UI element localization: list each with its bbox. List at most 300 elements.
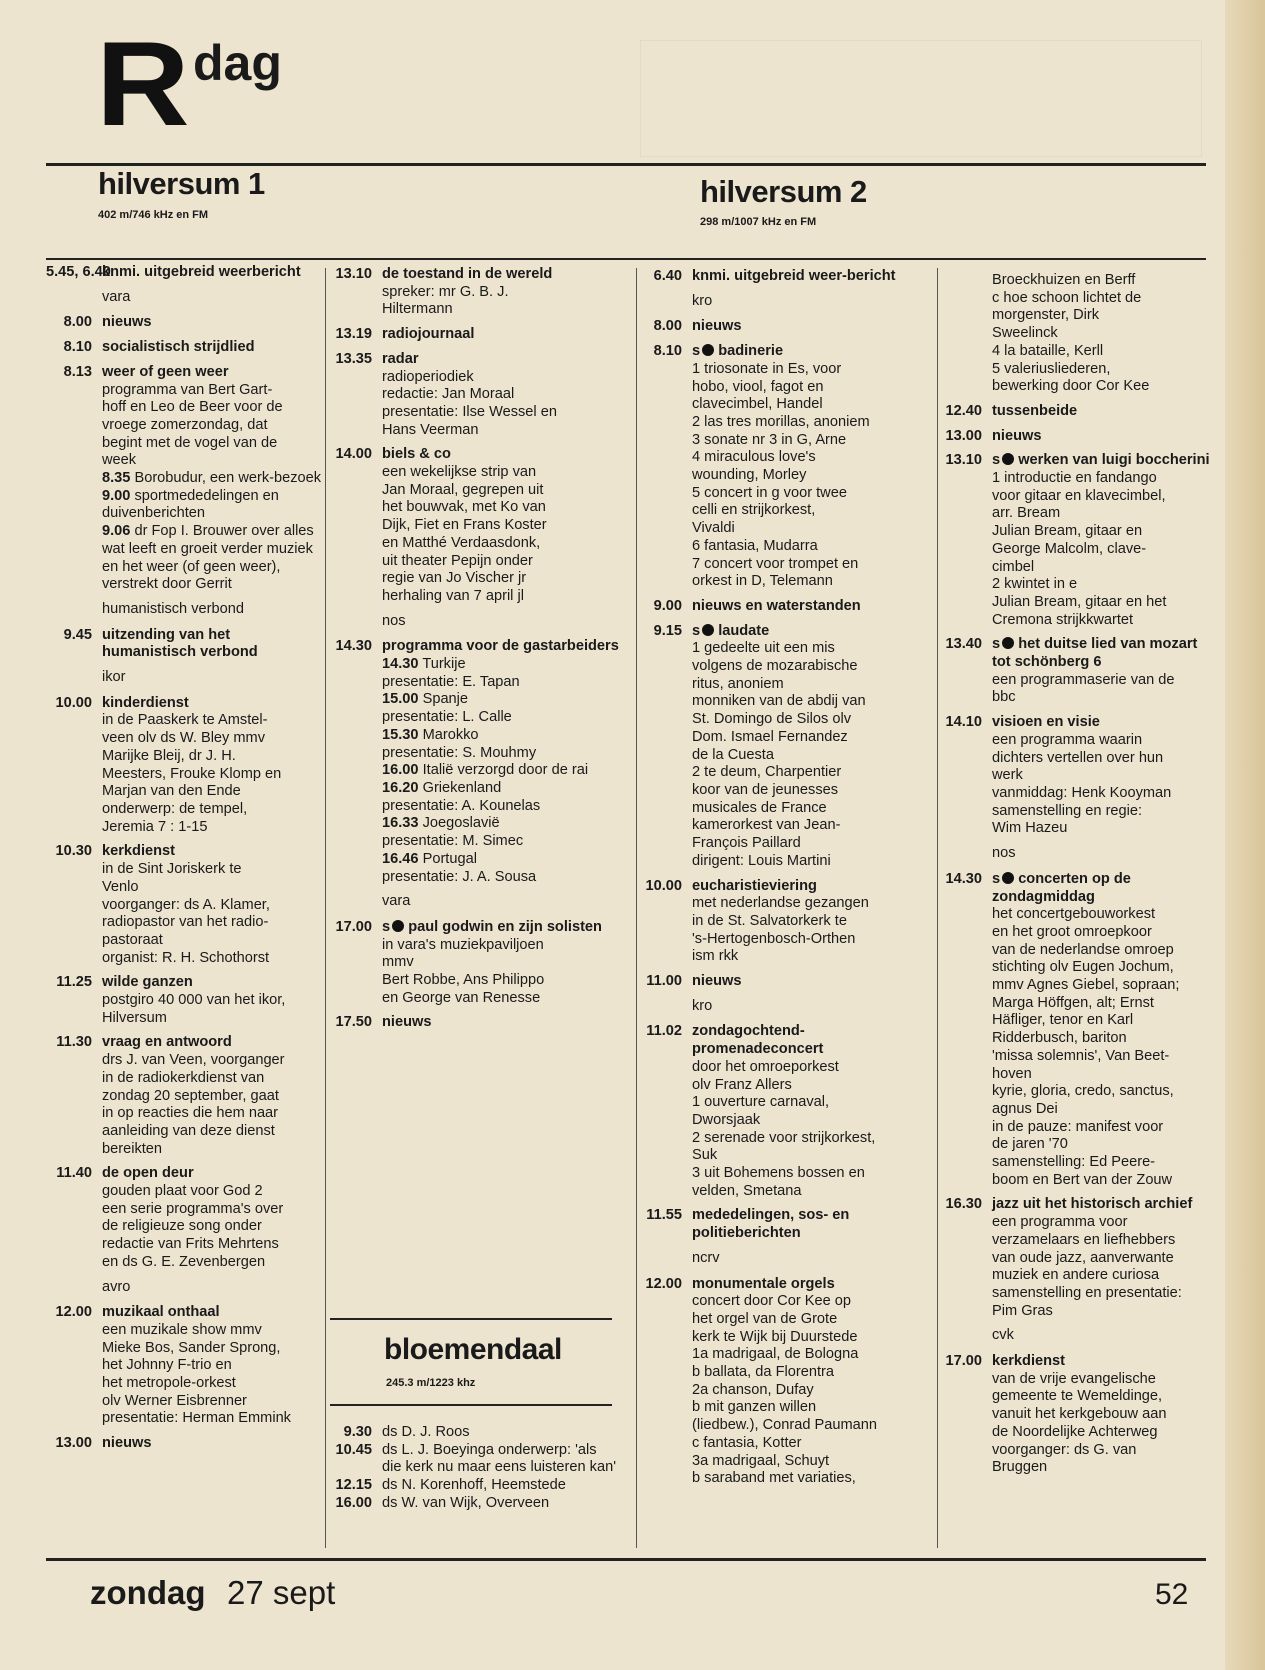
program-detail-line: 7 concert voor trompet en [692, 555, 859, 572]
program-body [682, 973, 926, 991]
sub-item [382, 780, 620, 798]
program-detail-line: olv Franz Allers [692, 1076, 792, 1093]
sub-item-text: Turkije [422, 656, 466, 673]
program-detail-line: 4 miraculous love's [692, 449, 816, 466]
program-body [92, 364, 322, 594]
program-title-text: jazz uit het historisch archief [992, 1196, 1193, 1213]
station-freq-hilversum-1: 402 m/746 kHz en FM [98, 209, 209, 221]
program-title-text: kerkdienst [992, 1353, 1066, 1370]
program-detail-line: b saraband met variaties, [692, 1470, 856, 1487]
stereo-icon: s [992, 452, 1018, 468]
sub-item [382, 674, 620, 692]
program-detail-line: hoff en Leo de Beer voor de [102, 399, 283, 416]
program-time: 13.10 [335, 266, 372, 282]
program-body [92, 974, 322, 1027]
program-detail-line: Hilversum [102, 1009, 167, 1026]
sub-item-text: Portugal [422, 850, 477, 867]
program-detail-line: Julian Bream, gitaar en het [992, 593, 1167, 610]
program-title-text: nieuws [692, 973, 742, 990]
program-detail-line: in de pauze: manifest voor [992, 1118, 1164, 1135]
column-hilversum-2-a [640, 268, 926, 1495]
program-detail-line: in de Paaskerk te Amstel- [102, 712, 268, 729]
program-detail-line: 2 serenade voor strijkorkest, [692, 1129, 876, 1146]
program-body [92, 339, 322, 357]
sub-item-text: Italië verzorgd door de rai [422, 762, 589, 779]
program-detail-line: en het groot omroepkoor [992, 923, 1152, 940]
program-title [382, 1014, 620, 1032]
program-entry [640, 1276, 926, 1488]
program-body [372, 1014, 620, 1032]
program-detail-line: Marjan van den Ende [102, 783, 241, 800]
program-entry [46, 314, 322, 332]
program-detail-line: Pim Gras [992, 1302, 1053, 1319]
footer-date: 27 sept [227, 1574, 336, 1611]
program-detail-line: herhaling van 7 april jl [382, 587, 524, 604]
program-detail-line: in op reacties die hem naar [102, 1105, 279, 1122]
program-detail: ds W. van Wijk, Overveen [382, 1494, 550, 1511]
sub-item-text: Joegoslavië [422, 815, 500, 832]
station-freq-hilversum-2: 298 m/1007 kHz en FM [700, 216, 817, 228]
program-time: 10.00 [645, 877, 682, 894]
program-title-text: programma voor de gastarbeiders [382, 638, 619, 655]
program-detail-line: Jeremia 7 : 1-15 [102, 818, 208, 835]
sub-item [102, 470, 322, 488]
program-title [692, 1023, 926, 1058]
program-time: 10.45 [335, 1441, 372, 1458]
station-title-bloemendaal: bloemendaal [384, 1333, 562, 1366]
program-detail-line: Ridderbusch, bariton [992, 1030, 1127, 1047]
program-detail-line: een wekelijkse strip van [382, 464, 537, 481]
program-detail-line: van de nederlandse omroep [992, 941, 1174, 958]
program-detail: ds L. J. Boeyinga onderwerp: 'als die kerk nu maar eens luisteren kan' [382, 1441, 616, 1476]
program-body [372, 919, 620, 1008]
program-detail-line: de religieuze song onder [102, 1218, 262, 1235]
program-body [982, 1353, 1210, 1477]
program-detail-line: een programma voor [992, 1214, 1128, 1231]
bloemendaal-rule [330, 1404, 612, 1406]
program-detail-line: Bert Robbe, Ans Philippo [382, 972, 545, 989]
program-time: 17.00 [335, 918, 372, 935]
sub-item-text: dr Fop I. Brouwer over alles wat leeft en groeit verder muziek en het weer (of geen weer), verstrekt door Gerrit [102, 523, 314, 593]
program-title [382, 446, 620, 464]
program-detail-line: dirigent: Louis Martini [692, 852, 831, 869]
program-time: 8.10 [63, 339, 92, 356]
program-title [102, 695, 322, 713]
program-time: 13.40 [945, 636, 982, 653]
logo-letter: R [96, 17, 186, 151]
program-detail-line: 1 introductie en fandango [992, 470, 1157, 487]
program-detail-line: de jaren '70 [992, 1136, 1068, 1153]
program-detail-line: 2 kwintet in e [992, 576, 1078, 593]
program-title [992, 1353, 1210, 1371]
program-detail-line: Wim Hazeu [992, 820, 1068, 837]
program-time: 13.00 [945, 427, 982, 444]
broadcaster-label: vara [382, 893, 411, 910]
program-title-text: monumentale orgels [692, 1275, 835, 1292]
program-detail-line: Marijke Bleij, dr J. H. [102, 747, 236, 764]
program-entry [640, 598, 926, 616]
program-detail-line: 's-Hertogenbosch-Orthen [692, 930, 856, 947]
program-detail-line: redactie: Jan Moraal [382, 386, 515, 403]
program-title-text: visioen en visie [992, 714, 1100, 731]
program-time: 10.00 [55, 694, 92, 711]
page-edge [1225, 0, 1265, 1670]
program-detail-line: vanmiddag: Henk Kooyman [992, 784, 1172, 801]
sub-item-text: presentatie: S. Mouhmy [382, 744, 537, 761]
bloemendaal-rule [330, 1318, 612, 1320]
sub-item [102, 488, 322, 523]
broadcaster-label: kro [692, 997, 713, 1014]
program-detail-line: onderwerp: de tempel, [102, 800, 248, 817]
stereo-icon: s [692, 343, 718, 359]
program-detail-line: Suk [692, 1147, 718, 1164]
program-entry [640, 973, 926, 991]
program-detail-line: in de Sint Joriskerk te [102, 861, 242, 878]
program-time: 12.15 [335, 1477, 372, 1494]
program-title-text: paul godwin en zijn solisten [408, 918, 602, 935]
program-detail-line: redactie van Frits Mehrtens [102, 1236, 279, 1253]
program-detail-line: c hoe schoon lichtet de [992, 289, 1142, 306]
program-time: 11.00 [646, 973, 682, 990]
station-freq-bloemendaal: 245.3 m/1223 khz [386, 1377, 476, 1389]
broadcaster-label: nos [992, 845, 1016, 862]
column-bloemendaal [330, 1424, 620, 1513]
broadcaster-label: nos [382, 612, 406, 629]
program-entry [940, 871, 1210, 1190]
program-title [102, 364, 322, 382]
program-detail-line: Meesters, Frouke Klomp en [102, 765, 282, 782]
program-title [382, 919, 620, 937]
program-title [992, 1196, 1210, 1214]
program-title-text: kerkdienst [102, 843, 176, 860]
program-title [102, 314, 322, 332]
column-hilversum-2-b [940, 272, 1210, 1484]
program-time: 16.00 [335, 1494, 372, 1511]
program-title [992, 452, 1210, 470]
program-title [102, 974, 322, 992]
program-body [92, 1304, 322, 1428]
program-detail-line: arr. Bream [992, 505, 1061, 522]
program-title-text: knmi. uitgebreid weerbericht [102, 264, 301, 280]
program-entry [940, 1353, 1210, 1477]
program-body [92, 1165, 322, 1271]
program-body [372, 638, 620, 886]
bloemendaal-entry [330, 1477, 620, 1495]
program-detail-line: 1 gedeelte uit een mis [692, 640, 835, 657]
program-title-text: nieuws [692, 318, 742, 335]
program-time: 10.30 [55, 843, 92, 860]
program-detail-line: van de vrije evangelische [992, 1370, 1156, 1387]
program-time: 6.40 [653, 268, 682, 284]
sub-item-time: 15.30 [382, 726, 419, 743]
program-detail-line: cimbel [992, 558, 1035, 575]
program-detail-line: Vivaldi [692, 520, 735, 537]
program-detail-line: uit theater Pepijn onder [382, 552, 533, 569]
program-title [692, 878, 926, 896]
program-detail-line: een programma waarin [992, 731, 1143, 748]
program-detail-line: b ballata, da Florentra [692, 1364, 834, 1381]
program-detail-line: postgiro 40 000 van het ikor, [102, 992, 286, 1009]
program-detail-line: monniken van de abdij van [692, 693, 866, 710]
program-detail-line: Bruggen [992, 1459, 1048, 1476]
program-time [940, 272, 982, 396]
program-title [692, 1276, 926, 1294]
program-title [102, 264, 322, 282]
sub-item [382, 745, 620, 763]
program-title-text: het duitse lied van mozart tot schönberg 6 [992, 636, 1198, 671]
sub-item [382, 691, 620, 709]
column-divider [636, 268, 637, 1548]
program-detail-line: Cremona strijkkwartet [992, 611, 1134, 628]
program-entry [46, 695, 322, 837]
program-title [382, 638, 620, 656]
program-body [682, 1023, 926, 1200]
program-detail-line: het bouwvak, met Ko van [382, 499, 546, 516]
program-title-text: biels & co [382, 446, 451, 463]
program-detail-line: musicales de France [692, 799, 827, 816]
program-entry [46, 1034, 322, 1158]
program-title [102, 1034, 322, 1052]
program-detail-line: 5 concert in g voor twee [692, 484, 847, 501]
program-detail-line: dichters vertellen over hun [992, 749, 1164, 766]
program-body [372, 446, 620, 605]
program-detail-line: velden, Smetana [692, 1182, 802, 1199]
program-time: 12.00 [55, 1304, 92, 1321]
program-title-text: nieuws [382, 1014, 432, 1031]
program-title [382, 351, 620, 369]
sub-item [382, 869, 620, 887]
program-detail-line: 1a madrigaal, de Bologna [692, 1346, 859, 1363]
program-detail-line: bereikten [102, 1140, 163, 1157]
program-detail-line: 2 las tres morillas, anoniem [692, 413, 870, 430]
program-body [682, 268, 926, 286]
program-title [692, 973, 926, 991]
program-detail-line: spreker: mr G. B. J. [382, 283, 509, 300]
program-detail-line: samenstelling en presentatie: [992, 1284, 1182, 1301]
program-detail-line: het metropole-orkest [102, 1375, 236, 1392]
program-title [692, 318, 926, 336]
program-detail-line: wounding, Morley [692, 467, 807, 484]
program-detail-line: veen olv ds W. Bley mmv [102, 730, 266, 747]
program-detail-line: in vara's muziekpaviljoen [382, 936, 544, 953]
program-entry [940, 636, 1210, 707]
page-number: 52 [1155, 1578, 1189, 1611]
broadcaster-label: ncrv [692, 1249, 720, 1266]
program-time: 9.30 [343, 1424, 372, 1440]
program-body [372, 326, 620, 344]
program-detail-line: samenstelling en regie: [992, 802, 1143, 819]
sub-item-time: 16.46 [382, 850, 419, 867]
sub-item-time: 14.30 [382, 656, 419, 673]
program-body [982, 272, 1210, 396]
program-time: 11.55 [646, 1207, 682, 1224]
program-time: 14.30 [335, 638, 372, 655]
program-time: 12.40 [945, 402, 982, 419]
program-detail-line: de la Cuesta [692, 746, 774, 763]
sub-item [382, 833, 620, 851]
program-entry [330, 1014, 620, 1032]
program-entry [330, 446, 620, 605]
program-title [992, 871, 1210, 906]
sub-item-time: 16.00 [382, 762, 419, 779]
program-detail-line: kyrie, gloria, credo, sanctus, [992, 1083, 1174, 1100]
program-detail-line: voorganger: ds G. van [992, 1441, 1137, 1458]
program-entry [940, 403, 1210, 421]
program-time: 17.00 [945, 1353, 982, 1370]
program-title [692, 1207, 926, 1242]
program-detail-line: Dijk, Fiet en Frans Koster [382, 517, 547, 534]
program-detail-line: c fantasia, Kotter [692, 1434, 802, 1451]
program-detail-line: de Noordelijke Achterweg [992, 1423, 1158, 1440]
program-title-text: nieuws en waterstanden [692, 597, 861, 614]
broadcaster-label: cvk [992, 1327, 1014, 1344]
program-entry [46, 339, 322, 357]
program-detail-line: Jan Moraal, gegrepen uit [382, 481, 544, 498]
program-title-text: uitzending van het humanistisch verbond [102, 626, 258, 661]
program-title [382, 266, 620, 284]
program-detail-line: George Malcolm, clave- [992, 540, 1147, 557]
program-body [92, 1034, 322, 1158]
program-detail-line: vroege zomerzondag, dat [102, 416, 268, 433]
program-detail-line: St. Domingo de Silos olv [692, 711, 851, 728]
program-detail-line: 1 triosonate in Es, voor [692, 360, 842, 377]
program-entry [46, 1304, 322, 1428]
station-title-hilversum-1: hilversum 1 [98, 166, 265, 201]
program-detail-line: 2 te deum, Charpentier [692, 764, 842, 781]
program-time: 9.45 [63, 626, 92, 643]
program-detail-line: Sweelinck [992, 325, 1058, 342]
program-detail-line: een serie programma's over [102, 1200, 284, 1217]
program-title-text: zondagochtend-promenadeconcert [692, 1023, 824, 1058]
program-detail-line: hoven [992, 1065, 1032, 1082]
sub-item [382, 815, 620, 833]
program-title [102, 1165, 322, 1183]
program-detail-line: aanleiding van deze dienst [102, 1122, 275, 1139]
sub-item-time: 16.20 [382, 779, 419, 796]
program-time: 8.00 [63, 314, 92, 331]
program-detail-line: muziek en andere curiosa [992, 1267, 1160, 1284]
program-detail-line: in de radiokerkdienst van [102, 1069, 265, 1086]
program-entry [640, 623, 926, 871]
program-detail: ds N. Korenhoff, Heemstede [382, 1477, 566, 1494]
program-detail-line: Venlo [102, 878, 139, 895]
program-title-text: badinerie [718, 343, 784, 360]
program-detail-line: het orgel van de Grote [692, 1310, 838, 1327]
program-detail-line: mmv Agnes Giebel, sopraan; [992, 977, 1180, 994]
program-detail-line: presentatie: Herman Emmink [102, 1410, 291, 1427]
program-body [982, 452, 1210, 629]
program-entry [640, 1023, 926, 1200]
program-detail-line: Broeckhuizen en Berff [992, 272, 1136, 288]
program-detail-line: regie van Jo Vischer jr [382, 570, 527, 587]
program-detail-line: zondag 20 september, gaat [102, 1087, 279, 1104]
program-detail-line: begint met de vogel van de [102, 434, 278, 451]
program-title [692, 268, 926, 286]
program-title-text: muzikaal onthaal [102, 1304, 220, 1321]
program-detail-line: Julian Bream, gitaar en [992, 523, 1143, 540]
program-detail-line: volgens de mozarabische [692, 658, 858, 675]
program-body [682, 343, 926, 591]
program-detail-line: 4 la bataille, Kerll [992, 342, 1104, 359]
program-detail-line: boom en Bert van der Zouw [992, 1171, 1173, 1188]
program-entry [330, 351, 620, 440]
program-title-text: werken van luigi boccherini [1018, 452, 1210, 469]
sub-item-text: presentatie: A. Kounelas [382, 797, 541, 814]
program-entry [330, 638, 620, 886]
program-title [102, 627, 322, 662]
program-time: 13.35 [335, 350, 372, 367]
program-title-text: mededelingen, sos- en politieberichten [692, 1207, 850, 1242]
program-body [682, 1207, 926, 1242]
program-title [102, 339, 322, 357]
program-entry [46, 974, 322, 1027]
program-detail-line: Mieke Bos, Sander Sprong, [102, 1339, 281, 1356]
program-title [102, 843, 322, 861]
program-detail-line: een muzikale show mmv [102, 1321, 262, 1338]
program-detail-line: Dom. Ismael Fernandez [692, 728, 848, 745]
program-body [682, 1276, 926, 1488]
sub-item [382, 798, 620, 816]
program-detail-line: agnus Dei [992, 1100, 1058, 1117]
sub-item [382, 727, 620, 745]
program-detail-line: olv Werner Eisbrenner [102, 1392, 247, 1409]
program-detail-line: 3 sonate nr 3 in G, Arne [692, 431, 847, 448]
sub-item-time: 15.00 [382, 691, 419, 708]
program-title [382, 326, 620, 344]
column-hilversum-1-b [330, 266, 620, 1039]
program-detail-line: drs J. van Veen, voorganger [102, 1052, 285, 1069]
program-time: 5.45, 6.40 [46, 264, 111, 280]
bleed-through-area [640, 40, 1202, 157]
program-entry [330, 919, 620, 1008]
program-title-text: kinderdienst [102, 694, 189, 711]
program-detail-line: het concertgebouworkest [992, 906, 1156, 923]
program-time: 17.50 [335, 1014, 372, 1031]
program-time: 13.10 [945, 452, 982, 469]
program-title [692, 598, 926, 616]
program-title [692, 343, 926, 361]
sub-item-text: presentatie: E. Tapan [382, 673, 520, 690]
program-detail-line: b mit ganzen willen [692, 1399, 817, 1416]
program-entry [640, 318, 926, 336]
program-title [992, 714, 1210, 732]
program-detail-line: 3a madrigaal, Schuyt [692, 1452, 830, 1469]
program-detail-line: François Paillard [692, 835, 801, 852]
program-entry [640, 1207, 926, 1242]
program-body [982, 428, 1210, 446]
program-detail-line: een programmaserie van de [992, 671, 1175, 688]
program-entry [640, 878, 926, 967]
program-entry [46, 843, 322, 967]
program-detail-line: presentatie: Ilse Wessel en [382, 403, 557, 420]
stereo-icon: s [992, 871, 1018, 887]
sub-item-text: Borobudur, een werk-bezoek [134, 470, 322, 487]
program-detail-line: programma van Bert Gart- [102, 381, 273, 398]
program-title-text: knmi. uitgebreid weer-bericht [692, 268, 896, 284]
program-title [992, 428, 1210, 446]
broadcaster-label: humanistisch verbond [102, 600, 244, 617]
program-detail-line: ism rkk [692, 948, 739, 965]
program-body [982, 403, 1210, 421]
program-title-text: nieuws [102, 314, 152, 331]
program-detail-line: voor gitaar en klavecimbel, [992, 487, 1166, 504]
column-divider [937, 268, 938, 1548]
program-title [102, 1435, 322, 1453]
program-entry [940, 1196, 1210, 1320]
program-detail-line: verzamelaars en liefhebbers [992, 1231, 1176, 1248]
program-title-text: de open deur [102, 1165, 194, 1182]
program-time: 13.00 [55, 1435, 92, 1452]
